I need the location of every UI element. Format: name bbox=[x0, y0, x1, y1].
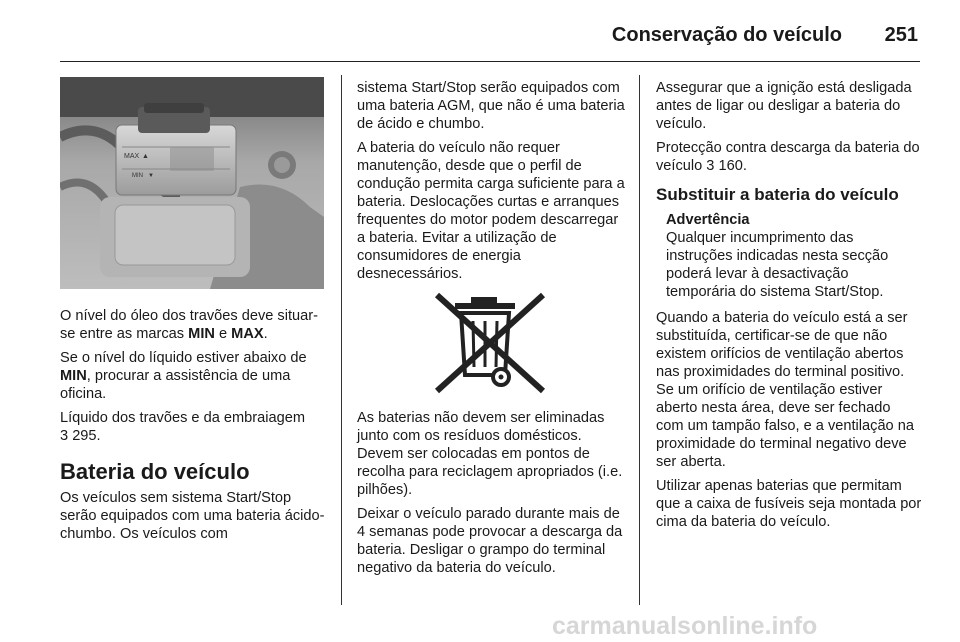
min-mark-label: MIN bbox=[132, 173, 143, 179]
paragraph-brake-fluid-level: O nível do óleo dos travões deve situar-se entre as marcas MIN e MAX. bbox=[60, 308, 318, 342]
paragraph-agm-battery: sistema Start/Stop serão equipados com uma bateria AGM, que não é uma bateria de ácido e chumbo. bbox=[357, 80, 625, 132]
paragraph-battery-disposal: As baterias não devem ser eliminadas junto com os resíduos domésticos. Devem ser colocadas em pontos de recolha para reciclagem apropriados (i.e. pilhões). bbox=[357, 410, 623, 498]
paragraph-below-min: Se o nível do líquido estiver abaixo de MIN, procurar a assistência de uma oficina. bbox=[60, 350, 307, 402]
brake-fluid-reservoir-illustration bbox=[60, 77, 324, 289]
crossed-out-bin-icon bbox=[421, 291, 561, 397]
paragraph-vent-holes: Quando a bateria do veículo está a ser substituída, certificar-se de que não existem orifícios de ventilação abertos nas proximidades do terminal positivo. Se um orifício de ventilação estiver aberto nesta área, deve ser fechado com um tampão falso, e a ventilação na proximidade do terminal negativo deve ser aberta. bbox=[656, 310, 914, 470]
max-mark-label: MAX bbox=[124, 153, 140, 160]
reference-arrow-icon: 3 bbox=[706, 158, 715, 174]
paragraph-maintenance: A bateria do veículo não requer manutenção, desde que o perfil de condução permita carga suficiente para a bateria. Deslocações curtas e arranques frequentes do motor podem descarregar a bateria. Evitar a utilização de consumidores de energia desnecessários. bbox=[357, 140, 625, 282]
column-3 bbox=[656, 79, 922, 537]
column-1 bbox=[60, 77, 326, 549]
paragraph-ignition-off: Assegurar que a ignição está desligada antes de ligar ou desligar a bateria do veículo. bbox=[656, 80, 912, 132]
reference-arrow-icon: 3 bbox=[60, 428, 69, 444]
page-header bbox=[60, 10, 920, 62]
column-divider-1 bbox=[341, 75, 342, 605]
max-arrow-icon: ▲ bbox=[142, 153, 149, 160]
paragraph-battery-intro: Os veículos sem sistema Start/Stop serão equipados com uma bateria ácido-chumbo. Os veículos com bbox=[60, 490, 325, 542]
paragraph-discharge-protection: Protecção contra descarga da bateria do veículo 3 160. bbox=[656, 140, 920, 174]
paragraph-discharge-warning: Deixar o veículo parado durante mais de 4 semanas pode provocar a descarga da bateria. Desligar o grampo do terminal negativo da bateria do veículo. bbox=[357, 506, 623, 576]
section-heading-battery: Bateria do veículo bbox=[60, 459, 250, 484]
column-divider-2 bbox=[639, 75, 640, 605]
page-title: Conservação do veículo bbox=[611, 24, 842, 46]
warning-title: Advertência bbox=[666, 212, 750, 228]
brake-fluid-reservoir-photo bbox=[60, 77, 324, 289]
warning-box bbox=[656, 211, 922, 301]
paragraph-fuse-box: Utilizar apenas baterias que permitam que a caixa de fusíveis seja montada por cima da bateria do veículo. bbox=[656, 478, 922, 530]
page-reference-link[interactable]: 160. bbox=[718, 158, 747, 174]
page-reference-link[interactable]: 295. bbox=[72, 428, 101, 444]
min-arrow-icon: ▼ bbox=[148, 173, 154, 179]
column-2 bbox=[357, 79, 625, 583]
page-number: 251 bbox=[884, 24, 918, 46]
section-heading-replace-battery: Substituir a bateria do veículo bbox=[656, 185, 899, 204]
paragraph-brake-fluid-reference: Líquido dos travões e da embraiagem 3 295. bbox=[60, 410, 306, 444]
warning-text: Qualquer incumprimento das instruções indicadas nesta secção poderá levar à desactivação temporária do sistema Start/Stop. bbox=[666, 230, 889, 300]
watermark: carmanualsonline.info bbox=[552, 612, 818, 640]
